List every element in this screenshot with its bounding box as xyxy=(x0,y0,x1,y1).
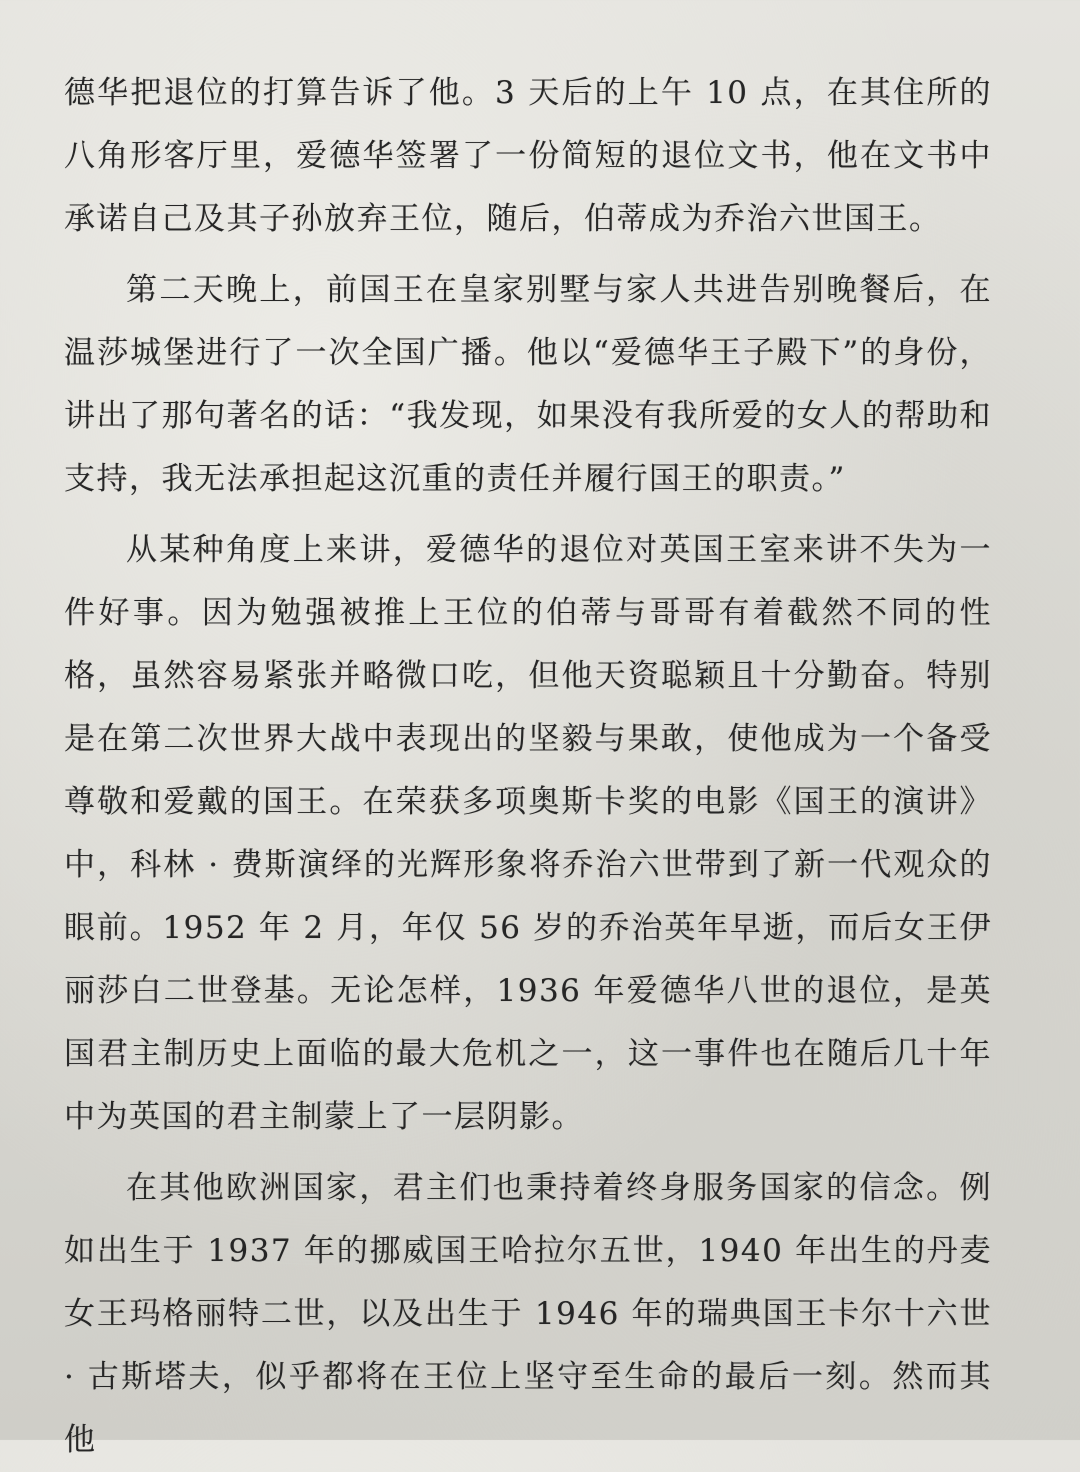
body-text xyxy=(64,62,992,1472)
paragraph-2: 第二天晚上，前国王在皇家别墅与家人共进告别晚餐后，在温莎城堡进行了一次全国广播。他以“爱德华王子殿下”的身份，讲出了那句著名的话：“我发现，如果没有我所爱的女人的帮助和支持，我无法承担起这沉重的责任并履行国王的职责。” xyxy=(64,272,992,497)
paragraph-4: 在其他欧洲国家，君主们也秉持着终身服务国家的信念。例如出生于 1937 年的挪威国王哈拉尔五世，1940 年出生的丹麦女王玛格丽特二世，以及出生于 1946 年的瑞典国王卡尔十六世 · 古斯塔夫，似乎都将在王位上坚守至生命的最后一刻。然而其他 xyxy=(64,1170,992,1458)
paragraph-3: 从某种角度上来讲，爱德华的退位对英国王室来讲不失为一件好事。因为勉强被推上王位的伯蒂与哥哥有着截然不同的性格，虽然容易紧张并略微口吃，但他天资聪颖且十分勤奋。特别是在第二次世界大战中表现出的坚毅与果敢，使他成为一个备受尊敬和爱戴的国王。在荣获多项奥斯卡奖的电影《国王的演讲》中，科林 · 费斯演绎的光辉形象将乔治六世带到了新一代观众的眼前。1952 年 2 月，年仅 56 岁的乔治英年早逝，而后女王伊丽莎白二世登基。无论怎样，1936 年爱德华八世的退位，是英国君主制历史上面临的最大危机之一，这一事件也在随后几十年中为英国的君主制蒙上了一层阴影。 xyxy=(64,532,992,1135)
paragraph-1: 德华把退位的打算告诉了他。3 天后的上午 10 点，在其住所的八角形客厅里，爱德华签署了一份简短的退位文书，他在文书中承诺自己及其子孙放弃王位，随后，伯蒂成为乔治六世国王。 xyxy=(64,75,992,237)
